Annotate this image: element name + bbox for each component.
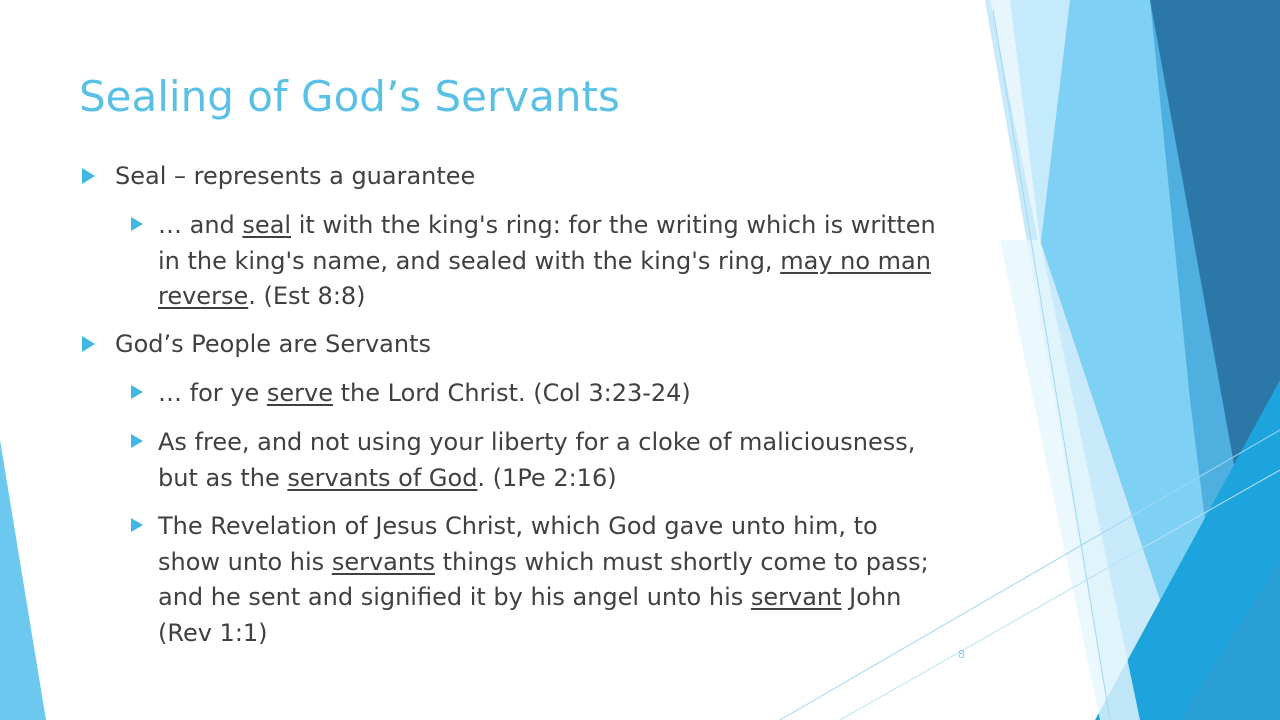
slide-number: 8 <box>958 648 965 661</box>
verse-line <box>158 545 929 581</box>
verse-line <box>158 279 366 315</box>
verse-line: The Revelation of Jesus Christ, which God gave unto him, to <box>158 512 878 540</box>
verse-text: it with the king's ring: for the writing which is written <box>291 211 936 239</box>
verse-text: … for ye <box>158 379 267 407</box>
underlined-word: servant <box>750 583 842 611</box>
verse-line <box>158 208 936 244</box>
verse-text: and he sent and signified it by his angel unto his <box>158 583 751 611</box>
underlined-word: servants <box>331 547 435 576</box>
verse-reference: . (Est 8:8) <box>248 282 366 310</box>
bullet-text: God’s People are Servants <box>115 330 431 358</box>
verse-text: things which must shortly come to pass; <box>434 547 929 576</box>
bullet-text: Seal – represents a guarantee <box>115 162 476 190</box>
verse-text: show unto his <box>158 547 332 576</box>
verse-text: in the king's name, and sealed with the king's ring, <box>158 246 781 275</box>
verse-text: … and <box>158 211 243 239</box>
verse-reference: the Lord Christ. (Col 3:23-24) <box>332 379 691 407</box>
left-edge-shape <box>0 440 46 720</box>
verse-reference: (Rev 1:1) <box>158 618 268 647</box>
verse-text: John <box>841 583 902 611</box>
verse-text: but as the <box>158 463 288 492</box>
bullet-arrow-icon <box>131 434 143 448</box>
bullet-arrow-icon <box>82 168 95 184</box>
verse-reference: . (1Pe 2:16) <box>477 463 617 492</box>
underlined-word: serve <box>266 379 333 407</box>
underlined-word: seal <box>242 211 292 239</box>
bullet-arrow-icon <box>131 385 143 399</box>
bullet-arrow-icon <box>131 217 143 231</box>
verse-line <box>158 376 691 412</box>
underlined-phrase: servants of God <box>287 463 478 492</box>
underlined-phrase: may no man <box>780 246 931 275</box>
bullet-arrow-icon <box>131 518 143 532</box>
verse-line <box>158 461 617 497</box>
underlined-word: reverse <box>158 282 249 310</box>
verse-line: As free, and not using your liberty for a cloke of maliciousness, <box>158 428 916 456</box>
verse-line <box>158 580 901 616</box>
slide-title: Sealing of God’s Servants <box>79 72 620 121</box>
verse-line <box>158 244 931 280</box>
bullet-arrow-icon <box>82 336 95 352</box>
